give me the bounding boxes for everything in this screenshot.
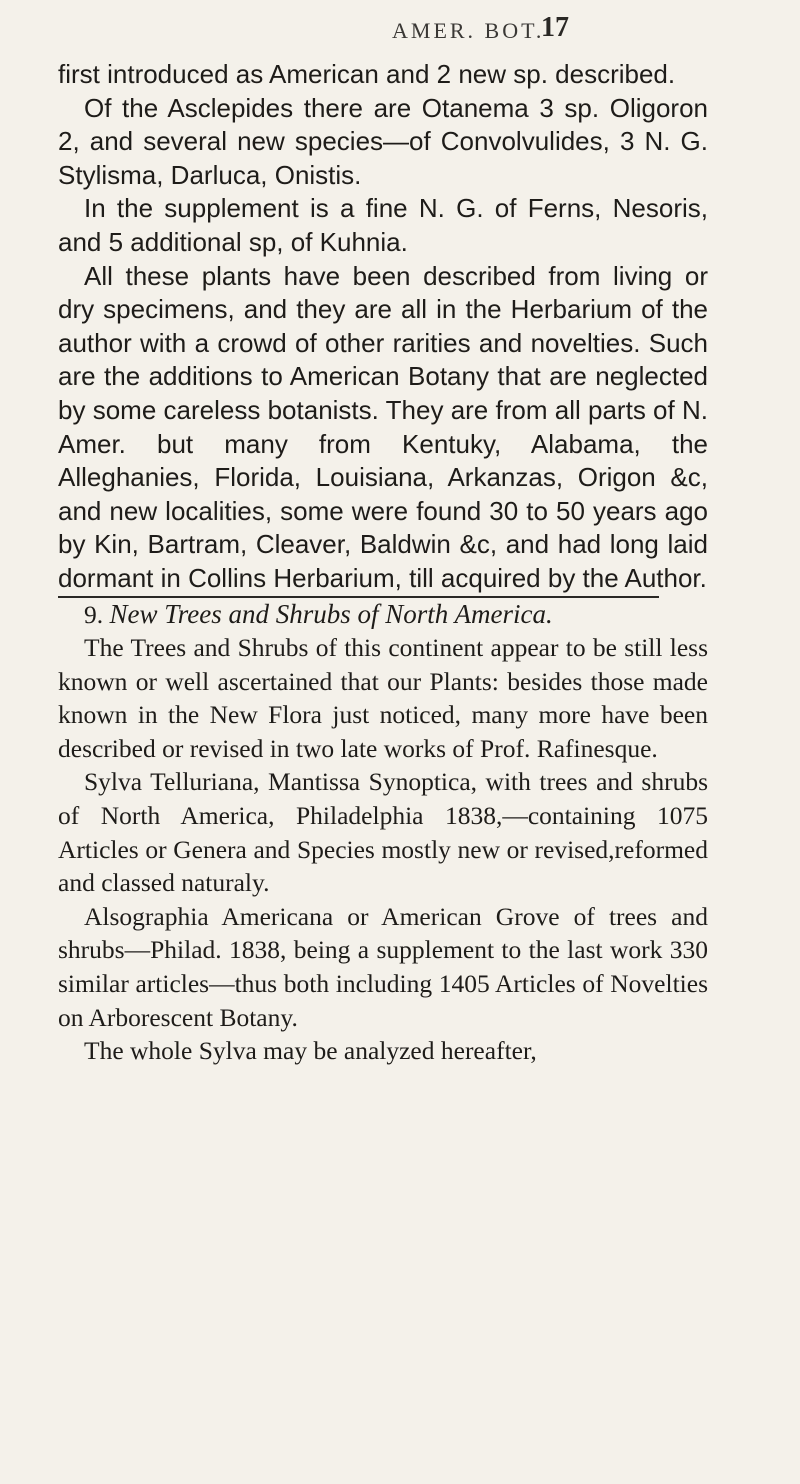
body-text bbox=[58, 58, 708, 1068]
section-number: 9. bbox=[84, 599, 104, 629]
section-heading bbox=[58, 596, 659, 632]
paragraph-supplement: In the supplement is a fine N. G. of Ferns, Nesoris, and 5 additional sp, of Kuhnia. bbox=[58, 193, 708, 257]
paragraph-whole-sylva: The whole Sylva may be analyzed hereafter, bbox=[84, 1036, 537, 1066]
paragraph-asclepides: Of the Asclepides there are Otanema 3 sp. Oligoron 2, and several new species—of Convolvulides, 3 N. G. Stylisma, Darluca, Onistis. bbox=[58, 92, 708, 190]
running-head bbox=[0, 12, 800, 52]
paragraph-herbarium: All these plants have been described from living or dry specimens, and they are all in the Herbarium of the author with a crowd of other rarities and novelties. Such are the additions to American Botany that are neglected by some careless botanists. They are from all parts of N. Amer. but many from Kentuky, Alabama, the Alleghanies, Florida, Louisiana, Arkanzas, Origon &c, and new localities, some were found 30 to 50 years ago by Kin, Bartram, Cleaver, Baldwin &c, and had long laid dormant in Collins Herbarium, till acquired by the Author. bbox=[58, 260, 708, 593]
running-title: AMER. BOT. bbox=[392, 18, 545, 43]
paragraph-sylva-telluriana: Sylva Telluriana, Mantissa Synoptica, with trees and shrubs of North America, Philadelphia 1838,—containing 1075 Articles or Genera and Species mostly new or revised,reformed and classed naturaly. bbox=[58, 767, 708, 898]
section-new-trees bbox=[58, 596, 708, 1068]
page-number: 17 bbox=[541, 12, 569, 43]
paragraph-trees-intro: The Trees and Shrubs of this continent appear to be still less known or well ascertained that our Plants: besides those made known in the New Flora just noticed, many more have been described or revised in two late works of Prof. Rafinesque. bbox=[58, 633, 708, 763]
paragraph-continued: first introduced as American and 2 new sp. described. bbox=[58, 59, 676, 89]
section-title: New Trees and Shrubs of North America. bbox=[109, 598, 553, 629]
paragraph-alsographia: Alsographia Americana or American Grove of trees and shrubs—Philad. 1838, being a supplement to the last work 330 similar articles—thus both including 1405 Articles of Novelties on Arborescent Botany. bbox=[58, 901, 708, 1032]
